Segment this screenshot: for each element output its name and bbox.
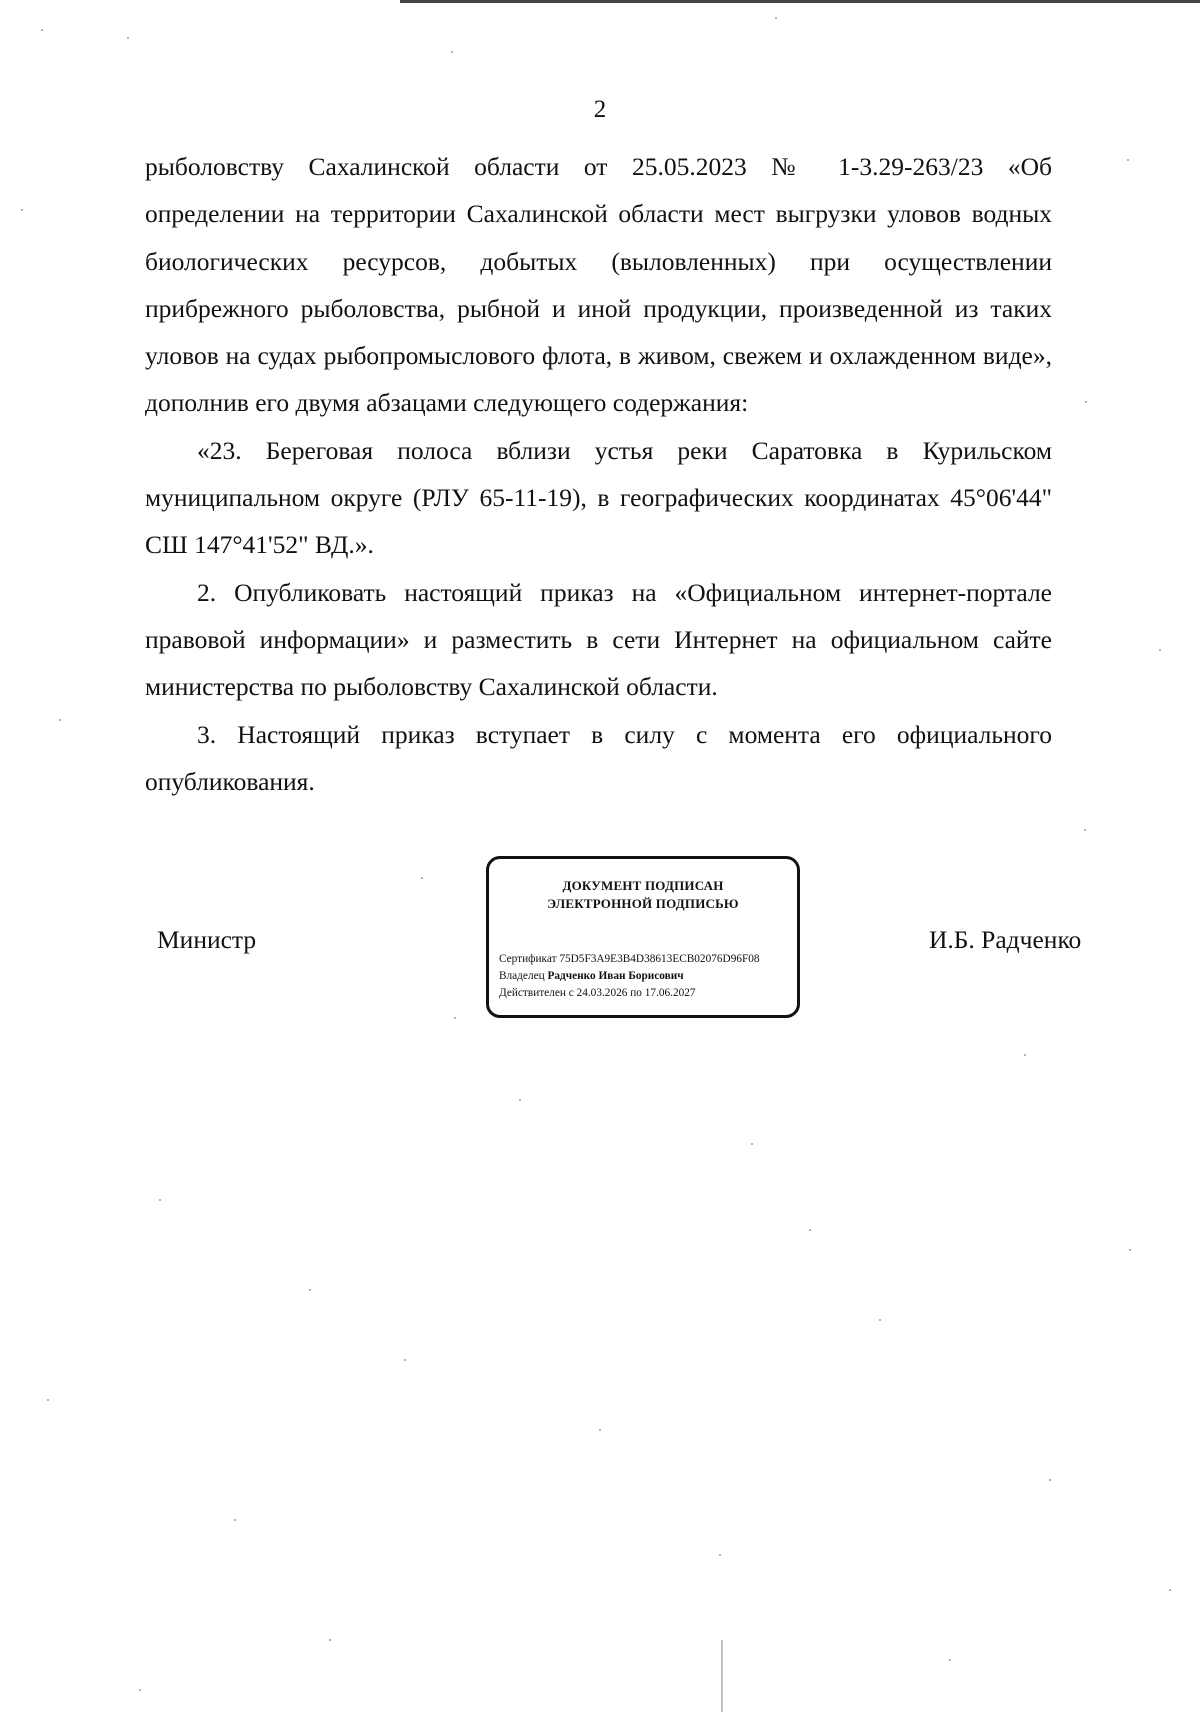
stamp-owner-label: Владелец	[499, 970, 545, 982]
page-number: 2	[593, 96, 607, 123]
stamp-certificate-label: Сертификат	[499, 953, 557, 965]
paragraph-item-23: «23. Береговая полоса вблизи устья реки Саратовка в Курильском муниципальном округе (РЛУ 65-11-19), в географических координатах 45°06'44" СШ 147°41'52" ВД.».	[145, 435, 1052, 560]
paragraph-continuation: рыболовству Сахалинской области от 25.05.2023 № 1-3.29-263/23 «Об определении на территории Сахалинской области мест выгрузки уловов водных биологических ресурсов, добытых (выловленных) при осуществлении прибрежного рыболовства, рыбной и иной продукции, произведенной из таких уловов на судах рыбопромыслового флота, в живом, свежем и охлажденном виде», дополнив его двумя абзацами следующего содержания:	[145, 152, 1052, 418]
stamp-title-line-1: ДОКУМЕНТ ПОДПИСАН	[562, 878, 724, 893]
paragraph-effective-date: 3. Настоящий приказ вступает в силу с момента его официального опубликования.	[145, 719, 1052, 796]
signer-name: И.Б. Радченко	[929, 925, 1082, 954]
signer-role: Министр	[157, 925, 257, 954]
stamp-validity-value: с 24.03.2026 по 17.06.2027	[568, 987, 696, 999]
stamp-owner-value: Радченко Иван Борисович	[547, 970, 684, 982]
stamp-validity-label: Действителен	[499, 987, 566, 999]
paragraph-publication: 2. Опубликовать настоящий приказ на «Официальном интернет-портале правовой информации» и разместить в сети Интернет на официальном сайте министерства по рыболовству Сахалинской области.	[145, 577, 1052, 702]
stamp-title-line-2: ЭЛЕКТРОННОЙ ПОДПИСЬЮ	[547, 896, 739, 911]
stamp-certificate-value: 75D5F3A9E3B4D38613ECB02076D96F08	[559, 953, 760, 965]
